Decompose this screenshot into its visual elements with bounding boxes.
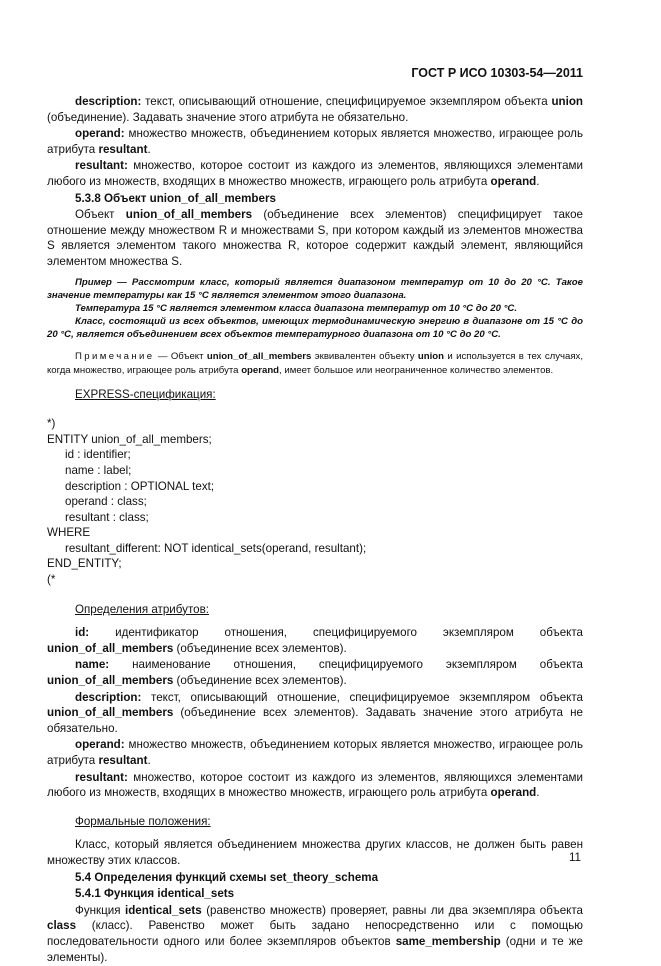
section-heading-5-3-8: 5.3.8 Объект union_of_all_members	[75, 191, 276, 205]
code-line: operand : class;	[65, 495, 147, 509]
attr-operand: operand: множество множеств, объединением которых является множество, играющее роль атрибута resultant.	[47, 738, 583, 767]
section-heading-5-4: 5.4 Определения функций схемы set_theory_schema	[75, 870, 379, 884]
document-header: ГОСТ Р ИСО 10303-54—2011	[411, 66, 583, 80]
express-heading: EXPRESS-спецификация:	[75, 387, 216, 401]
paragraph-resultant: resultant: множество, которое состоит из каждого из элементов, являющихся элементами любого из множеств, входящих в множество множеств, играющего роль атрибута operand.	[47, 159, 583, 188]
code-line: description : OPTIONAL text;	[65, 479, 215, 493]
note: Примечание — Объект union_of_all_members эквивалентен объекту union и используется в тех случаях, когда множество, играющее роль атрибута operand, имеет большое или неограниченное количество элементов.	[47, 350, 584, 376]
example-line-3: Класс, состоящий из всех объектов, имеющих термодинамическую энергию в диапазоне от 15 °С до 20 °С, является объединением всех объектов температурного диапазона от 10 °С до 20 °С.	[47, 315, 583, 340]
attr-id: id: идентификатор отношения, специфицируемого экземпляром объекта union_of_all_members (объединение всех элементов).	[47, 626, 583, 655]
page-body	[47, 94, 583, 966]
paragraph-identical-sets: Функция identical_sets (равенство множеств) проверяет, равны ли два экземпляра объекта class (класс). Равенство может быть задано непосредственно или с помощью последовательности одного или более экземпляров объектов same_membership (одни и те же элементы).	[47, 903, 584, 964]
example-line-1: Пример — Рассмотрим класс, который является диапазоном температур от 10 до 20 °С. Такое значение температуры как 15 °С является элементом этого диапазона.	[47, 276, 583, 301]
section-heading-5-4-1: 5.4.1 Функция identical_sets	[75, 887, 235, 901]
code-line: (*	[47, 573, 56, 587]
code-line: *)	[47, 417, 56, 431]
code-line: WHERE	[47, 526, 91, 540]
attr-name: name: наименование отношения, специфицируемого экземпляром объекта union_of_all_members (объединение всех элементов).	[47, 658, 583, 688]
attr-description: description: текст, описывающий отношение, специфицируемое экземпляром объекта union_of_all_members (объединение всех элементов). Задавать значение этого атрибута не обязательно.	[47, 690, 583, 735]
attr-resultant: resultant: множество, которое состоит из каждого из элементов, являющихся элементами любого из множеств, входящих в множество множеств, играющего роль атрибута operand.	[47, 770, 583, 800]
code-line: name : label;	[65, 463, 132, 477]
attributes-heading: Определения атрибутов:	[75, 602, 209, 616]
page-number: 11	[568, 851, 581, 864]
paragraph-section-intro: Объект union_of_all_members (объединение всех элементов) специфицирует такое отношение между множеством R и множествами S, при котором каждый из элементов множества S является элементом такого множества R, которое содержит каждый элемент, являющийся элементом множества S.	[47, 208, 583, 268]
term: operand:	[75, 127, 125, 141]
code-line: id : identifier;	[65, 448, 131, 462]
code-line: resultant : class;	[65, 510, 149, 524]
code-line: END_ENTITY;	[47, 557, 122, 571]
code-line: resultant_different: NOT identical_sets(operand, resultant);	[65, 541, 367, 555]
formal-heading: Формальные положения:	[75, 814, 211, 828]
paragraph-description: description: текст, описывающий отношение, специфицируемое экземпляром объекта union (объединение). Задавать значение этого атрибута не обязательно.	[47, 95, 583, 124]
code-line: ENTITY union_of_all_members;	[47, 432, 212, 446]
term: description:	[75, 95, 142, 108]
example-line-2: Температура 15 °С является элементом класса диапазона температур от 10 °С до 20 °С.	[75, 302, 518, 314]
formal-text: Класс, который является объединением множества других классов, не должен быть равен множеству этих классов.	[47, 838, 583, 867]
term: resultant:	[75, 159, 128, 173]
express-code-block	[47, 416, 583, 588]
paragraph-operand: operand: множество множеств, объединением которых является множество, играющее роль атрибута resultant.	[47, 127, 583, 156]
